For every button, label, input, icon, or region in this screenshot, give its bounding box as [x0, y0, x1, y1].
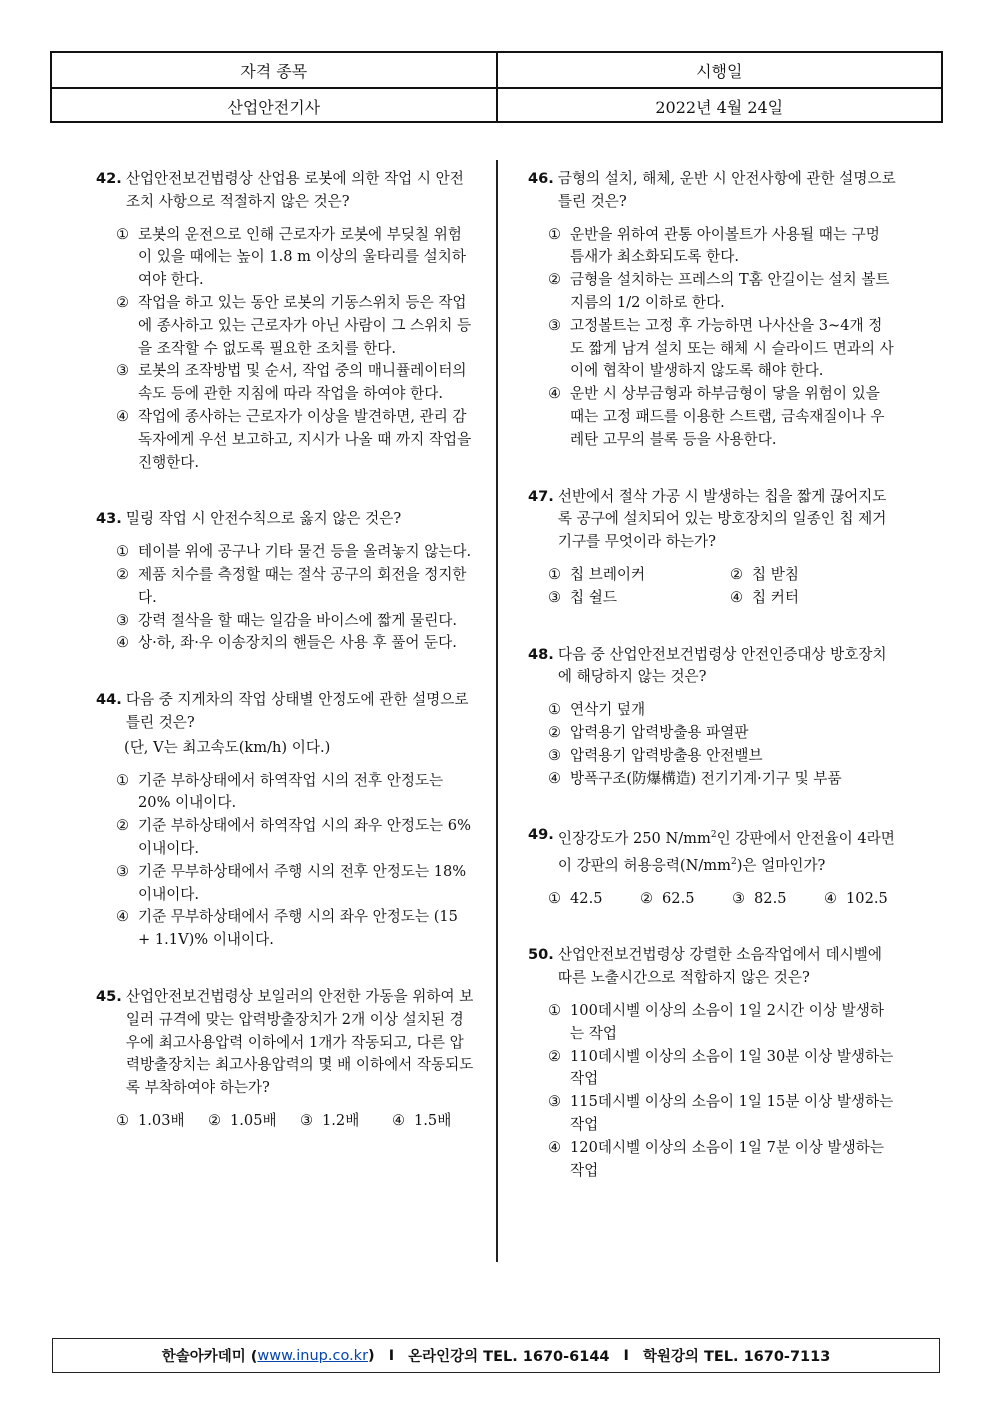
option-3: [548, 745, 896, 768]
option-3: [548, 587, 730, 610]
page-footer: [52, 1338, 940, 1373]
exam-subject-label: 자격 종목: [240, 61, 308, 81]
option-text: 120데시벨 이상의 소음이 1일 7분 이상 발생하는 작업: [570, 1138, 884, 1179]
option-mark: ③: [548, 746, 562, 764]
question-43: [96, 508, 474, 655]
question-number: 42.: [96, 170, 122, 187]
footer-academy-phone: 학원강의 TEL. 1670-7113: [642, 1349, 831, 1365]
option-list: [528, 1000, 896, 1182]
question-stem: 산업안전보건법령상 산업용 로봇에 의한 작업 시 안전조치 사항으로 적절하지 않은 것은?: [125, 170, 464, 210]
option-mark: ①: [548, 565, 562, 583]
option-mark: ①: [116, 543, 130, 561]
question-48: [528, 644, 896, 791]
option-2: [208, 1110, 300, 1133]
option-list: [528, 888, 896, 911]
stem-part: 인 강판에서 안전율이 4라면 이 강판의 허용응력(N/mm: [557, 830, 895, 874]
question-stem: 다음 중 산업안전보건법령상 안전인증대상 방호장치에 해당하지 않는 것은?: [557, 645, 887, 686]
option-mark: ④: [730, 588, 744, 606]
option-2: [116, 292, 474, 360]
option-2: [730, 564, 900, 587]
option-text: 압력용기 압력방출용 파열판: [570, 723, 749, 741]
academy-website-link[interactable]: www.inup.co.kr: [257, 1347, 369, 1364]
question-45: [96, 986, 474, 1133]
header-value-row: [52, 87, 941, 123]
option-text: 칩 쉴드: [570, 588, 617, 606]
option-mark: ④: [116, 634, 130, 652]
option-text: 연삭기 덮개: [570, 701, 646, 719]
left-column: [96, 168, 474, 1167]
question-stem: [558, 824, 896, 877]
option-mark: ③: [732, 889, 746, 907]
question-note: (단, V는 최고속도(km/h) 이다.): [124, 738, 331, 756]
question-stem: 산업안전보건법령상 보일러의 안전한 가동을 위하여 보일러 규격에 맞는 압력방출장치가 2개 이상 설치된 경우에 최고사용압력 이하에서 1개가 작동되고, 다른 압력방출장치는 최고사용압력의 몇 배 이하에서 작동되도록 부착하여야 하는가?: [125, 987, 474, 1097]
option-mark: ④: [548, 769, 562, 787]
option-4: [116, 906, 474, 952]
option-text: 작업에 종사하는 근로자가 이상을 발견하면, 관리 감독자에게 우선 보고하고, 지시가 나올 때 까지 작업을 진행한다.: [138, 407, 472, 471]
question-46: [528, 168, 896, 452]
option-1: [116, 1110, 208, 1133]
option-text: 작업을 하고 있는 동안 로봇의 기동스위치 등은 작업에 종사하고 있는 근로자가 아닌 사람이 그 스위치 등을 조작할 수 없도록 필요한 조치를 한다.: [138, 293, 472, 357]
question-number: 47.: [528, 487, 554, 505]
option-mark: ①: [116, 1111, 130, 1129]
option-mark: ①: [548, 225, 562, 243]
option-4: [824, 888, 904, 911]
stem-part: )은 얼마인가?: [736, 856, 826, 874]
option-mark: ①: [548, 1002, 562, 1020]
option-mark: ④: [548, 385, 562, 403]
option-text: 칩 커터: [752, 588, 799, 606]
option-text: 1.03배: [138, 1111, 185, 1129]
exam-date-label: 시행일: [496, 53, 942, 87]
option-text: 로봇의 조작방법 및 순서, 작업 중의 매니퓰레이터의 속도 등에 관한 지침에 따라 작업을 하여야 한다.: [138, 362, 467, 403]
footer-name-prefix: 한솔아카데미 (: [161, 1349, 258, 1365]
option-mark: ①: [116, 225, 130, 243]
superscript: 2: [730, 856, 737, 867]
option-mark: ②: [208, 1111, 222, 1129]
question-50: [528, 944, 896, 1182]
option-mark: ①: [548, 701, 562, 719]
option-text: 102.5: [846, 889, 888, 907]
option-3: [116, 861, 474, 907]
option-mark: ④: [548, 1138, 562, 1156]
option-mark: ②: [730, 565, 744, 583]
option-3: [548, 1091, 896, 1137]
option-4: [730, 587, 900, 610]
option-mark: ①: [116, 771, 130, 789]
option-text: 칩 브레이커: [570, 565, 646, 583]
option-list: [528, 224, 896, 452]
option-text: 62.5: [662, 889, 695, 907]
option-text: 제품 치수를 측정할 때는 절삭 공구의 회전을 정지한다.: [138, 565, 467, 606]
option-4: [548, 383, 896, 451]
option-3: [116, 360, 474, 406]
option-list: [96, 770, 474, 952]
option-mark: ②: [548, 1047, 562, 1065]
question-number: 50.: [528, 946, 554, 964]
option-2: [116, 815, 474, 861]
question-47: [528, 486, 896, 610]
question-stem: 금형의 설치, 해체, 운반 시 안전사항에 관한 설명으로 틀린 것은?: [557, 170, 896, 210]
option-mark: ③: [116, 611, 130, 629]
option-text: 강력 절삭을 할 때는 일감을 바이스에 짧게 물린다.: [138, 611, 458, 629]
option-text: 테이블 위에 공구나 기타 물건 등을 올려놓지 않는다.: [138, 543, 472, 561]
option-1: [548, 224, 896, 270]
option-2: [548, 269, 896, 315]
option-1: [116, 541, 474, 564]
option-mark: ③: [548, 588, 562, 606]
question-number: 45.: [96, 987, 122, 1005]
right-column: [528, 168, 896, 1216]
option-2: [548, 722, 896, 745]
option-mark: ②: [116, 293, 130, 311]
option-1: [548, 888, 640, 911]
footer-separator: I: [623, 1347, 629, 1364]
question-number: 46.: [528, 170, 554, 187]
option-list: [96, 541, 474, 655]
question-stem: 산업안전보건법령상 강렬한 소음작업에서 데시벨에 따른 노출시간으로 적합하지 않은 것은?: [557, 946, 882, 987]
exam-date-value: 2022년 4월 24일: [496, 89, 942, 123]
option-mark: ③: [300, 1111, 314, 1129]
option-text: 42.5: [570, 889, 603, 907]
option-list: [528, 699, 896, 790]
option-text: 로봇의 운전으로 인해 근로자가 로봇에 부딪칠 위험이 있을 때에는 높이 1.8 m 이상의 울타리를 설치하여야 한다.: [138, 225, 466, 289]
option-3: [300, 1110, 392, 1133]
option-4: [548, 1137, 896, 1183]
option-text: 1.05배: [230, 1111, 277, 1129]
option-mark: ③: [116, 862, 130, 880]
option-1: [548, 1000, 896, 1046]
option-text: 운반 시 상부금형과 하부금형이 닿을 위험이 있을 때는 고정 패드를 이용한 스트랩, 금속재질이나 우레탄 고무의 블록 등을 사용한다.: [570, 385, 885, 448]
question-44: [96, 689, 474, 952]
option-text: 고정볼트는 고정 후 가능하면 나사산을 3~4개 정도 짧게 남겨 설치 또는 해체 시 슬라이드 면과의 사이에 협착이 발생하지 않도록 해야 한다.: [570, 316, 894, 380]
option-4: [548, 768, 896, 791]
option-list: [96, 1110, 474, 1133]
question-number: 44.: [96, 691, 122, 709]
option-2: [548, 1046, 896, 1092]
option-list: [528, 564, 896, 610]
option-1: [116, 224, 474, 292]
option-3: [732, 888, 824, 911]
footer-separator: I: [388, 1347, 395, 1364]
option-mark: ②: [116, 565, 130, 583]
option-text: 칩 받침: [752, 565, 799, 583]
option-text: 110데시벨 이상의 소음이 1일 30분 이상 발생하는 작업: [570, 1047, 894, 1088]
option-text: 1.5배: [414, 1111, 452, 1129]
question-stem: 밀링 작업 시 안전수칙으로 옳지 않은 것은?: [125, 510, 402, 528]
option-2: [640, 888, 732, 911]
footer-name-suffix: ): [368, 1347, 375, 1364]
question-number: 49.: [528, 826, 554, 844]
header-label-row: [52, 53, 941, 87]
question-stem: 선반에서 절삭 가공 시 발생하는 칩을 짧게 끊어지도록 공구에 설치되어 있는 방호장치의 일종인 칩 제거 기구를 무엇이라 하는가?: [557, 487, 887, 551]
option-mark: ②: [548, 723, 562, 741]
exam-subject-value: 산업안전기사: [227, 97, 321, 117]
question-number: 48.: [528, 645, 554, 663]
option-text: 방폭구조(防爆構造) 전기기계·기구 및 부품: [570, 769, 842, 787]
option-text: 기준 부하상태에서 하역작업 시의 전후 안정도는 20% 이내이다.: [138, 771, 444, 812]
column-divider: [496, 160, 498, 1262]
footer-online-phone: 온라인강의 TEL. 1670-6144: [408, 1349, 610, 1365]
option-mark: ④: [824, 889, 838, 907]
option-text: 115데시벨 이상의 소음이 1일 15분 이상 발생하는 작업: [570, 1093, 894, 1134]
option-mark: ③: [116, 362, 130, 380]
option-1: [548, 564, 730, 587]
option-2: [116, 564, 474, 610]
option-3: [548, 315, 896, 383]
stem-part: 인장강도가 250 N/mm: [557, 830, 711, 848]
option-1: [548, 699, 896, 722]
option-text: 기준 무부하상태에서 주행 시의 좌우 안정도는 (15 + 1.1V)% 이내이다.: [138, 908, 458, 949]
option-text: 82.5: [754, 889, 787, 907]
option-text: 기준 부하상태에서 하역작업 시의 좌우 안정도는 6% 이내이다.: [138, 817, 471, 857]
option-3: [116, 610, 474, 633]
option-mark: ②: [116, 817, 130, 835]
exam-header-table: [50, 51, 943, 123]
option-text: 상·하, 좌·우 이송장치의 핸들은 사용 후 풀어 둔다.: [138, 634, 457, 652]
option-list: [96, 224, 474, 475]
option-mark: ③: [548, 316, 562, 334]
option-text: 운반을 위하여 관통 아이볼트가 사용될 때는 구멍 틈새가 최소화되도록 한다.: [570, 225, 880, 266]
option-mark: ②: [548, 271, 562, 289]
option-mark: ③: [548, 1093, 562, 1111]
option-mark: ②: [640, 889, 654, 907]
option-1: [116, 770, 474, 816]
option-mark: ④: [116, 407, 130, 425]
option-mark: ④: [392, 1111, 406, 1129]
question-number: 43.: [96, 510, 122, 528]
superscript: 2: [710, 830, 717, 841]
option-text: 압력용기 압력방출용 안전밸브: [570, 746, 763, 764]
option-mark: ①: [548, 889, 562, 907]
option-text: 금형을 설치하는 프레스의 T홈 안길이는 설치 볼트 지름의 1/2 이하로 한다.: [570, 271, 890, 311]
option-text: 1.2배: [322, 1111, 360, 1129]
option-4: [116, 632, 474, 655]
option-text: 기준 무부하상태에서 주행 시의 전후 안정도는 18% 이내이다.: [138, 862, 467, 903]
option-4: [392, 1110, 472, 1133]
question-stem: 다음 중 지게차의 작업 상태별 안정도에 관한 설명으로 틀린 것은?: [125, 691, 469, 731]
question-49: [528, 824, 896, 910]
question-42: [96, 168, 474, 474]
option-mark: ④: [116, 908, 130, 926]
option-text: 100데시벨 이상의 소음이 1일 2시간 이상 발생하는 작업: [570, 1002, 884, 1042]
option-4: [116, 406, 474, 474]
